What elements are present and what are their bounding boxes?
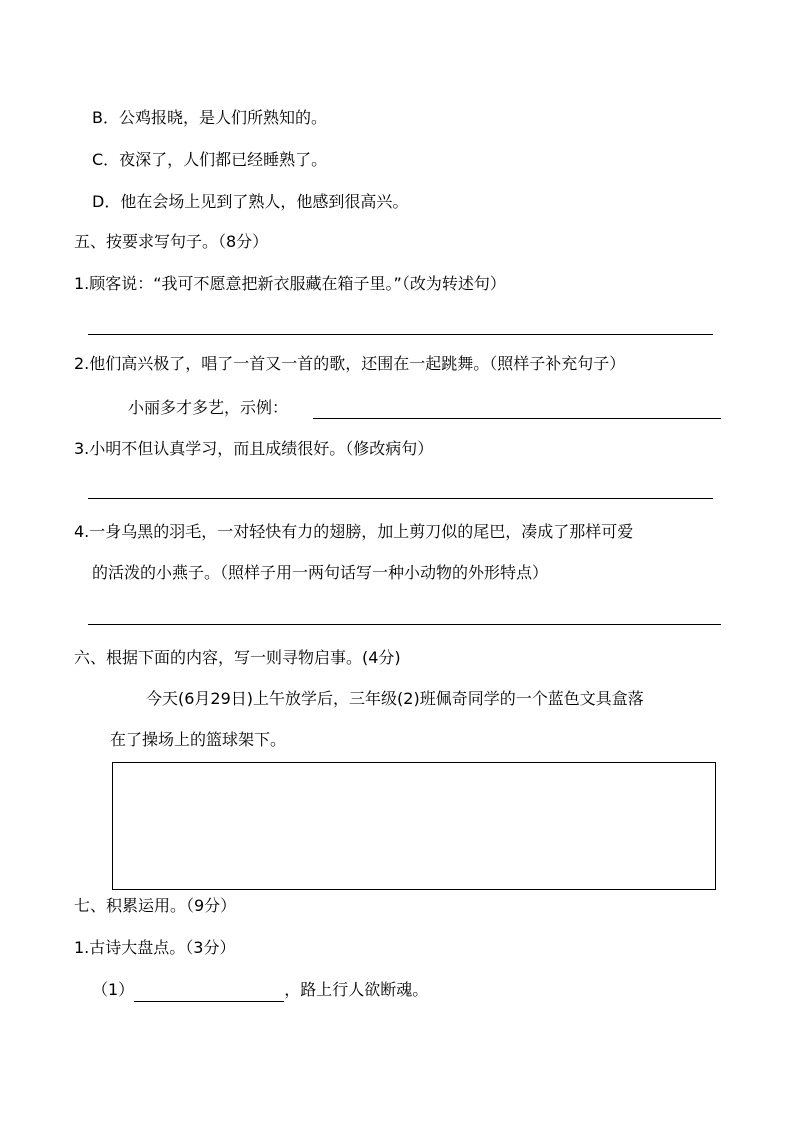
lost-notice-answer-box[interactable] — [112, 762, 716, 890]
section7-heading: 七、积累运用。（9分） — [74, 896, 237, 915]
poem-item-1-number: （1） — [92, 980, 135, 999]
section5-q2-prompt: 小丽多才多艺，示例： — [128, 398, 289, 417]
option-d: D．他在会场上见到了熟人，他感到很高兴。 — [92, 192, 409, 211]
answer-line-q4[interactable] — [88, 624, 721, 625]
section6-para-line1: 今天(6月29日)上午放学后，三年级(2)班佩奇同学的一个蓝色文具盒落 — [146, 689, 644, 708]
section5-q4-line1: 4.一身乌黑的羽毛，一对轻快有力的翅膀，加上剪刀似的尾巴，凑成了那样可爱 — [74, 522, 634, 541]
section5-q1: 1.顾客说：“我可不愿意把新衣服藏在箱子里。”（改为转述句） — [74, 274, 506, 293]
poem-item-1-text: ，路上行人欲断魂。 — [284, 980, 429, 999]
option-c: C．夜深了，人们都已经睡熟了。 — [92, 150, 328, 169]
answer-line-q3[interactable] — [88, 498, 713, 499]
section7-q1: 1.古诗大盘点。（3分） — [74, 938, 236, 957]
answer-line-q1[interactable] — [88, 334, 713, 335]
poem-item-1 — [92, 978, 428, 1002]
section5-q2: 2.他们高兴极了，唱了一首又一首的歌，还围在一起跳舞。（照样子补充句子） — [74, 354, 626, 373]
answer-line-q2[interactable] — [313, 418, 721, 419]
section5-heading: 五、按要求写句子。（8分） — [74, 232, 269, 251]
option-b: B．公鸡报晓，是人们所熟知的。 — [92, 108, 327, 127]
section6-heading: 六、根据下面的内容，写一则寻物启事。(4分) — [74, 648, 401, 667]
section6-para-line2: 在了操场上的篮球架下。 — [110, 730, 287, 749]
section5-q3: 3.小明不但认真学习，而且成绩很好。（修改病句） — [74, 439, 434, 458]
section5-q4-line2: 的活泼的小燕子。（照样子用一两句话写一种小动物的外形特点） — [92, 563, 549, 582]
poem-blank-1[interactable] — [134, 983, 284, 1002]
